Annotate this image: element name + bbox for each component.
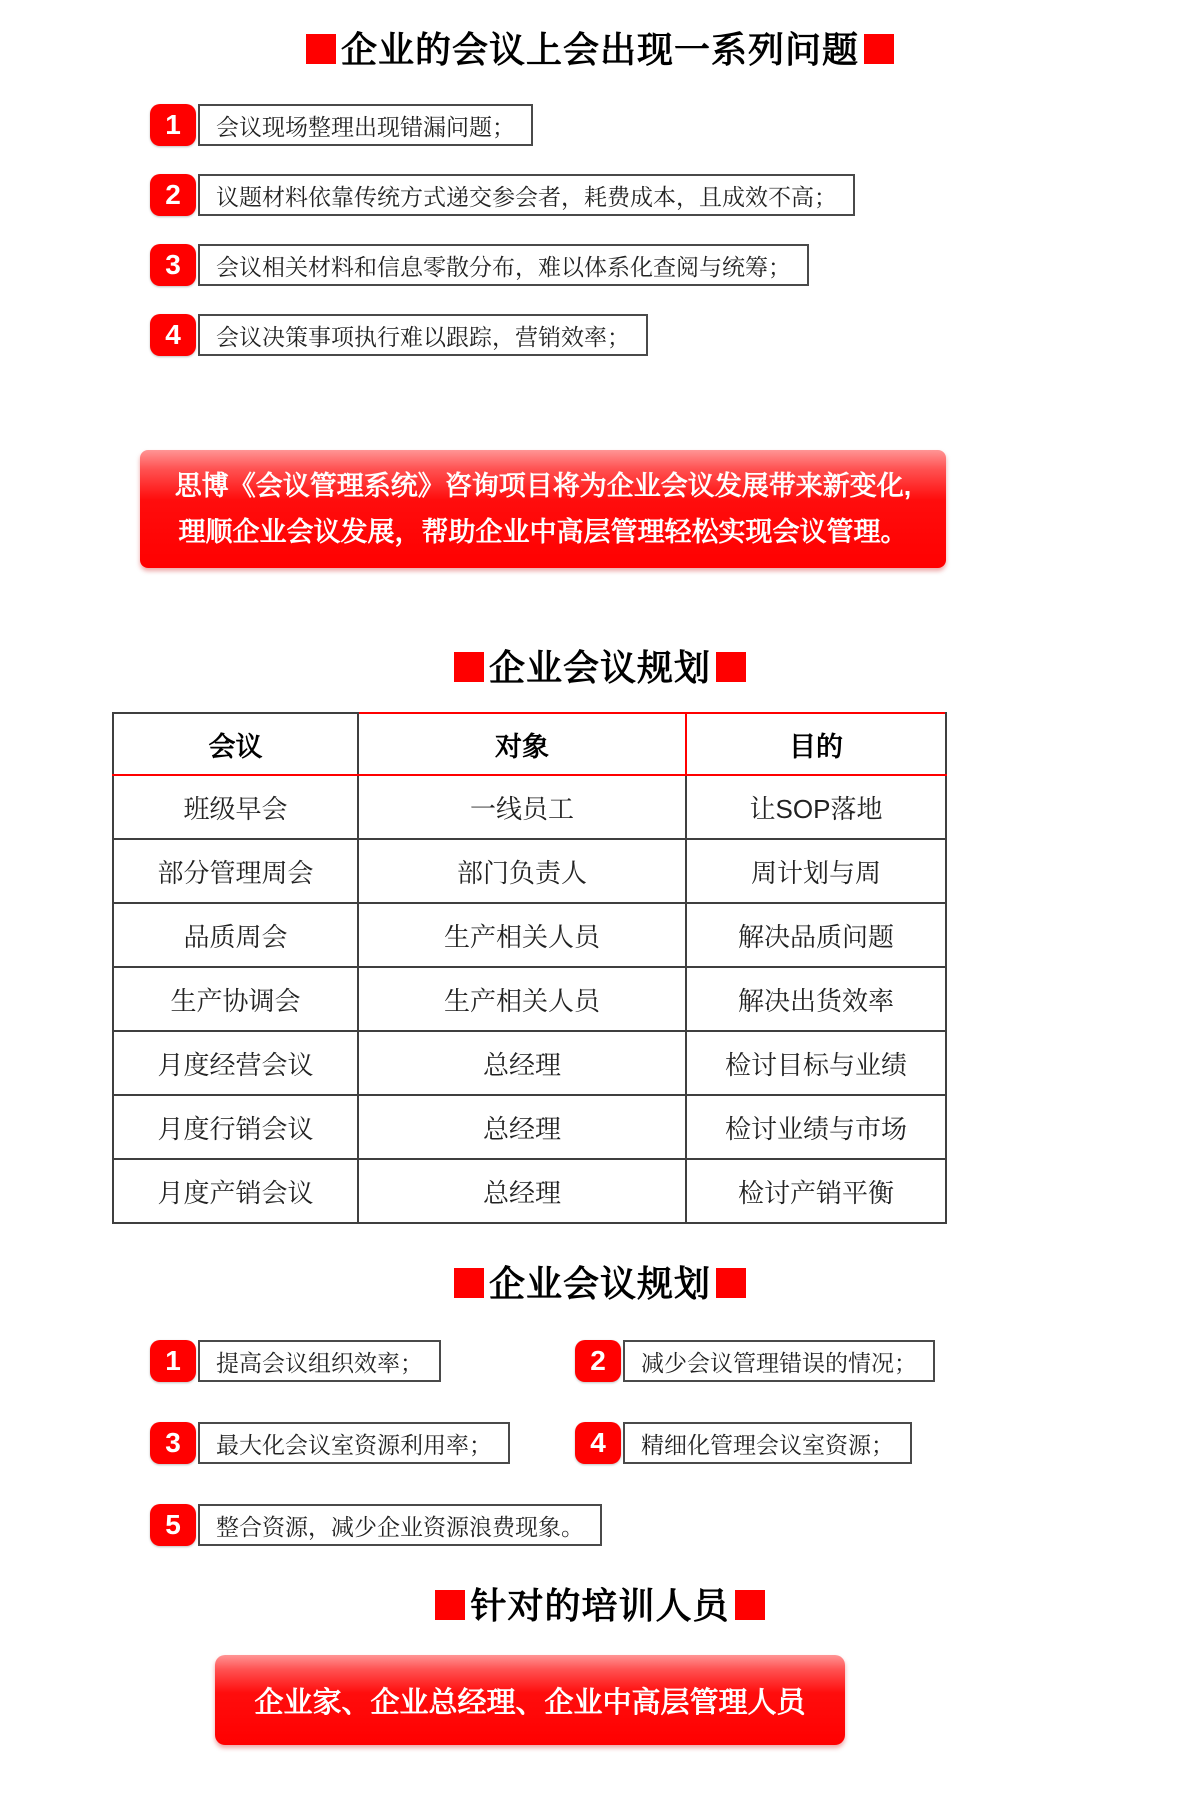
benefit-row — [150, 1422, 1100, 1464]
problem-item — [150, 244, 855, 286]
table-cell: 让SOP落地 — [686, 775, 946, 839]
section-title-text: 针对的培训人员 — [470, 1585, 730, 1626]
number-badge: 4 — [150, 314, 196, 356]
section-title-audience — [0, 1578, 1200, 1629]
problem-list — [150, 104, 855, 384]
problem-text: 会议现场整理出现错漏问题； — [198, 104, 533, 146]
table-cell: 生产相关人员 — [358, 967, 686, 1031]
table-cell: 月度产销会议 — [113, 1159, 358, 1223]
table-header-audience: 对象 — [358, 713, 686, 775]
table-cell: 解决品质问题 — [686, 903, 946, 967]
red-square-icon — [716, 652, 746, 682]
table-cell: 月度行销会议 — [113, 1095, 358, 1159]
table-cell: 检讨产销平衡 — [686, 1159, 946, 1223]
table-row — [113, 1159, 946, 1223]
benefit-item — [150, 1504, 602, 1546]
table-cell: 部门负责人 — [358, 839, 686, 903]
table-header-meeting: 会议 — [113, 713, 358, 775]
meeting-plan-table — [112, 712, 947, 1224]
table-cell: 解决出货效率 — [686, 967, 946, 1031]
number-badge: 1 — [150, 104, 196, 146]
number-badge: 2 — [575, 1340, 621, 1382]
benefit-text: 提高会议组织效率； — [198, 1340, 441, 1382]
table-cell: 总经理 — [358, 1095, 686, 1159]
problem-text: 会议决策事项执行难以跟踪，营销效率； — [198, 314, 648, 356]
table-header-purpose: 目的 — [686, 713, 946, 775]
intro-banner-line1: 思博《会议管理系统》咨询项目将为企业会议发展带来新变化, — [174, 471, 912, 501]
red-square-icon — [864, 34, 894, 64]
table-cell: 总经理 — [358, 1159, 686, 1223]
table-row — [113, 1031, 946, 1095]
number-badge: 2 — [150, 174, 196, 216]
problem-item — [150, 174, 855, 216]
benefit-item — [575, 1340, 935, 1382]
table-cell: 检讨目标与业绩 — [686, 1031, 946, 1095]
benefit-item — [575, 1422, 912, 1464]
benefit-text: 最大化会议室资源利用率； — [198, 1422, 510, 1464]
benefit-row — [150, 1340, 1100, 1382]
number-badge: 5 — [150, 1504, 196, 1546]
table-cell: 总经理 — [358, 1031, 686, 1095]
benefit-list — [150, 1340, 1100, 1586]
red-square-icon — [454, 1268, 484, 1298]
table-cell: 生产相关人员 — [358, 903, 686, 967]
audience-banner — [215, 1655, 845, 1745]
benefit-text: 整合资源，减少企业资源浪费现象。 — [198, 1504, 602, 1546]
problem-text: 会议相关材料和信息零散分布，难以体系化查阅与统筹； — [198, 244, 809, 286]
benefit-text: 精细化管理会议室资源； — [623, 1422, 912, 1464]
section-title-text: 企业会议规划 — [488, 647, 711, 688]
table-cell: 月度经营会议 — [113, 1031, 358, 1095]
red-square-icon — [435, 1590, 465, 1620]
benefit-item — [150, 1340, 441, 1382]
intro-banner — [140, 450, 946, 568]
table-cell: 周计划与周 — [686, 839, 946, 903]
page-title-text: 企业的会议上会出现一系列问题 — [340, 29, 859, 70]
table-cell: 班级早会 — [113, 775, 358, 839]
red-square-icon — [306, 34, 336, 64]
table-row — [113, 1095, 946, 1159]
audience-banner-text: 企业家、企业总经理、企业中高层管理人员 — [254, 1686, 806, 1719]
benefit-row — [150, 1504, 1100, 1546]
red-square-icon — [735, 1590, 765, 1620]
red-square-icon — [716, 1268, 746, 1298]
section-title-meeting-plan — [0, 640, 1200, 691]
number-badge: 3 — [150, 1422, 196, 1464]
benefit-item — [150, 1422, 510, 1464]
page-title — [0, 22, 1200, 73]
table-cell: 品质周会 — [113, 903, 358, 967]
table-row — [113, 967, 946, 1031]
section-title-text: 企业会议规划 — [488, 1263, 711, 1304]
table-cell: 部分管理周会 — [113, 839, 358, 903]
table-cell: 一线员工 — [358, 775, 686, 839]
number-badge: 1 — [150, 1340, 196, 1382]
section-title-benefits — [0, 1256, 1200, 1307]
intro-banner-line2: 理顺企业会议发展，帮助企业中高层管理轻松实现会议管理。 — [178, 517, 908, 547]
number-badge: 3 — [150, 244, 196, 286]
red-square-icon — [454, 652, 484, 682]
benefit-text: 减少会议管理错误的情况； — [623, 1340, 935, 1382]
table-row — [113, 903, 946, 967]
table-header-row — [113, 713, 946, 775]
table-row — [113, 775, 946, 839]
table-row — [113, 839, 946, 903]
problem-item — [150, 104, 855, 146]
problem-text: 议题材料依靠传统方式递交参会者，耗费成本，且成效不高； — [198, 174, 855, 216]
problem-item — [150, 314, 855, 356]
table-cell: 检讨业绩与市场 — [686, 1095, 946, 1159]
number-badge: 4 — [575, 1422, 621, 1464]
table-cell: 生产协调会 — [113, 967, 358, 1031]
